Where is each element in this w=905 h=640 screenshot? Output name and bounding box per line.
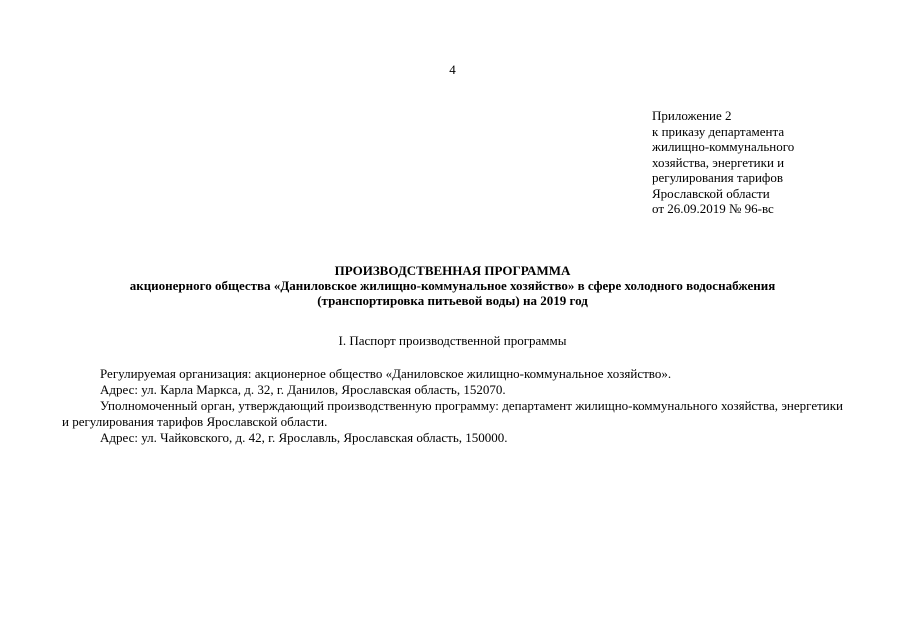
passport-body (62, 366, 843, 446)
paragraph-organization-address: Адрес: ул. Карла Маркса, д. 32, г. Данилов, Ярославская область, 152070. (100, 382, 506, 397)
paragraph-regulated-organization: Регулируемая организация: акционерное общество «Даниловское жилищно-коммунальное хозяйство». (100, 366, 672, 381)
appendix-reference (652, 108, 892, 217)
appendix-line: хозяйства, энергетики и (652, 154, 785, 170)
title-line: акционерного общества «Даниловское жилищно-коммунальное хозяйство» в сфере холодного водоснабжения (129, 278, 776, 293)
document-title (0, 263, 905, 308)
appendix-line: от 26.09.2019 № 96-вс (652, 201, 774, 216)
paragraph-authorized-body: Уполномоченный орган, утверждающий производственную программу: департамент жилищно-коммунального хозяйства, энергетики и регулирования тарифов Ярославской области. (62, 398, 843, 429)
section-heading: I. Паспорт производственной программы (338, 333, 567, 348)
appendix-line: к приказу департамента (652, 123, 785, 139)
title-line: ПРОИЗВОДСТВЕННАЯ ПРОГРАММА (334, 263, 571, 278)
appendix-line: жилищно-коммунального (652, 139, 795, 154)
appendix-line: регулирования тарифов (652, 170, 783, 185)
title-line: (транспортировка питьевой воды) на 2019 год (317, 293, 588, 308)
page-number: 4 (449, 62, 456, 77)
appendix-line: Ярославской области (652, 185, 770, 201)
paragraph-authorized-body-address: Адрес: ул. Чайковского, д. 42, г. Ярославль, Ярославская область, 150000. (100, 430, 508, 445)
appendix-line: Приложение 2 (652, 108, 732, 123)
